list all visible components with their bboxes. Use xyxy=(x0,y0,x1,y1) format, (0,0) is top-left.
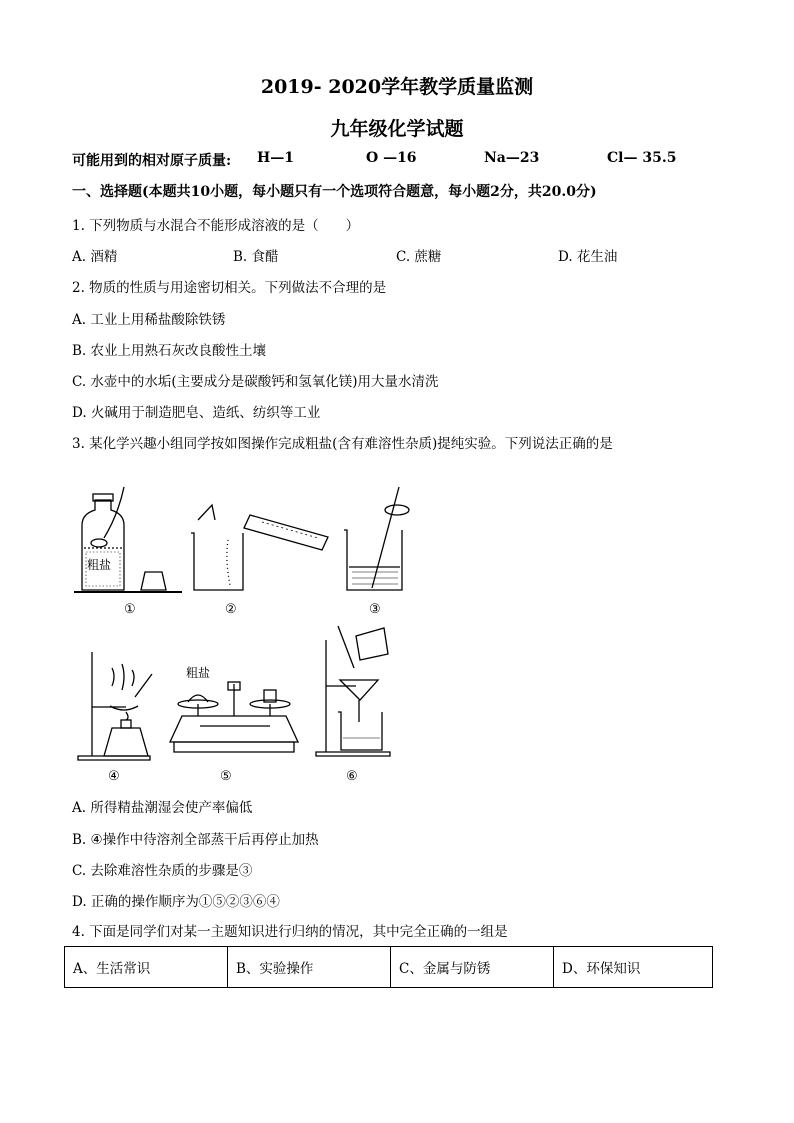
table-row xyxy=(65,947,713,988)
section-heading: 一、选择题(本题共10小题，每小题只有一个选项符合题意，每小题2分，共20.0分) xyxy=(72,184,597,200)
q2-stem: 2. 物质的性质与用途密切相关。下列做法不合理的是 xyxy=(72,280,387,296)
q1-option-b: B. 食醋 xyxy=(233,249,279,265)
exam-title: 2019- 2020学年教学质量监测 xyxy=(260,76,534,98)
q1-option-c: C. 蔗糖 xyxy=(396,249,442,265)
step-label-2: ② xyxy=(225,602,237,617)
reagent-jar-icon xyxy=(82,487,124,590)
q3-stem: 3. 某化学兴趣小组同学按如图操作完成粗盐(含有难溶性杂质)提纯实验。下列说法正确的是 xyxy=(72,436,613,452)
q2-option-c: C. 水壶中的水垢(主要成分是碳酸钙和氢氧化镁)用大量水清洗 xyxy=(72,374,439,390)
q1-stem: 1. 下列物质与水混合不能形成溶液的是（ ） xyxy=(72,218,360,234)
filtration-icon xyxy=(316,626,390,756)
q1-option-d: D. 花生油 xyxy=(558,249,618,265)
q2-option-d: D. 火碱用于制造肥皂、造纸、纺织等工业 xyxy=(72,405,321,421)
atomic-mass-na: Na—23 xyxy=(484,150,540,166)
evaporation-stand-icon xyxy=(78,652,152,760)
q4-cell-b: B、实验操作 xyxy=(228,947,391,988)
step-label-1: ① xyxy=(124,602,136,617)
q4-table xyxy=(64,946,713,988)
exam-subtitle: 九年级化学试题 xyxy=(330,118,464,140)
q3-option-a: A. 所得精盐潮湿会使产率偏低 xyxy=(72,800,253,816)
jar-label: 粗盐 xyxy=(87,558,112,572)
step-label-4: ④ xyxy=(108,769,120,784)
beaker-pouring-icon xyxy=(191,505,328,590)
q2-option-a: A. 工业上用稀盐酸除铁锈 xyxy=(72,312,226,328)
step-label-6: ⑥ xyxy=(346,769,358,784)
step-label-5: ⑤ xyxy=(220,769,232,784)
q4-cell-c: C、金属与防锈 xyxy=(391,947,554,988)
step-label-3: ③ xyxy=(369,602,381,617)
atomic-mass-h: H—1 xyxy=(257,150,294,166)
atomic-mass-o: O —16 xyxy=(366,150,417,166)
salt-pile-icon xyxy=(141,572,166,590)
beaker-stirring-icon xyxy=(344,487,409,590)
balance-label: 粗盐 xyxy=(186,666,211,680)
q1-option-a: A. 酒精 xyxy=(72,249,118,265)
q4-cell-a: A、生活常识 xyxy=(65,947,228,988)
q2-option-b: B. 农业上用熟石灰改良酸性土壤 xyxy=(72,343,267,359)
q3-option-c: C. 去除难溶性杂质的步骤是③ xyxy=(72,863,253,879)
q4-stem: 4. 下面是同学们对某一主题知识进行归纳的情况，其中完全正确的一组是 xyxy=(72,924,508,940)
atomic-mass-cl: Cl— 35.5 xyxy=(607,150,677,166)
atomic-mass-label: 可能用到的相对原子质量: xyxy=(72,153,232,169)
balance-icon xyxy=(170,682,298,752)
q4-cell-d: D、环保知识 xyxy=(554,947,713,988)
q3-option-b: B. ④操作中待溶剂全部蒸干后再停止加热 xyxy=(72,832,319,848)
q3-option-d: D. 正确的操作顺序为①⑤②③⑥④ xyxy=(72,894,280,910)
